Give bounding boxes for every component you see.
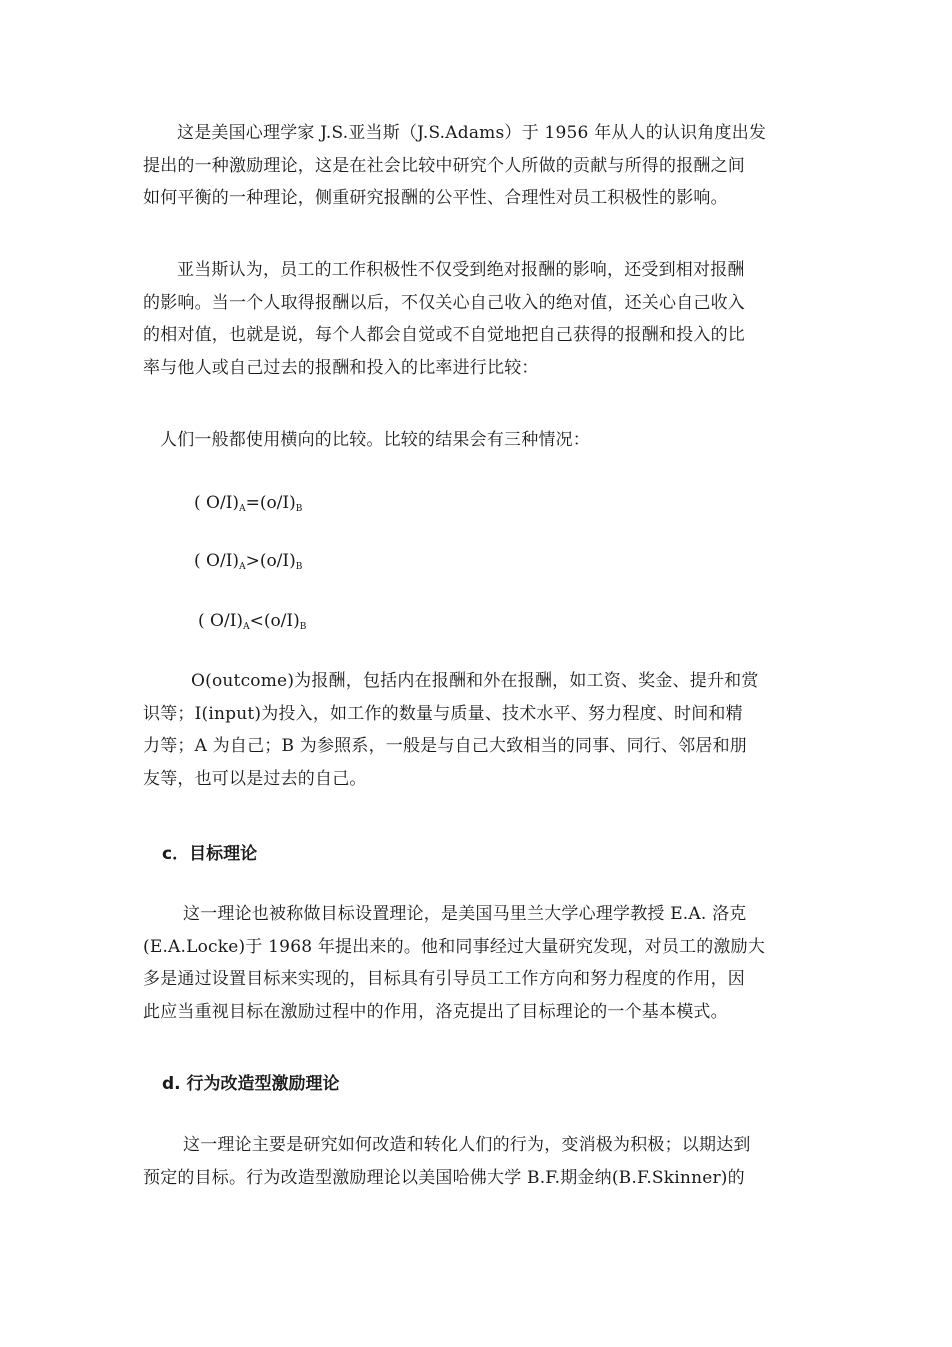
text-line: 如何平衡的一种理论，侧重研究报酬的公平性、合理性对员工积极性的影响。 <box>143 188 728 208</box>
formula-operator: > <box>245 551 260 571</box>
formula-equal <box>194 492 302 520</box>
formula-left: ( O/I) <box>194 493 240 513</box>
text-line: 人们一般都使用横向的比较。比较的结果会有三种情况： <box>160 430 590 450</box>
formula-right: (o/I) <box>263 611 300 631</box>
formula-left: ( O/I) <box>194 551 240 571</box>
paragraph-behavior-modification <box>143 1129 811 1194</box>
paragraph-goal-theory <box>143 898 811 1028</box>
text-line: 此应当重视目标在激励过程中的作用，洛克提出了目标理论的一个基本模式。 <box>143 1001 728 1022</box>
formula-sub-a: A <box>239 562 246 572</box>
formula-operator: = <box>245 493 260 513</box>
text-line: 预定的目标。行为改造型激励理论以美国哈佛大学 B.F.期金纳(B.F.Skinner)的 <box>143 1167 745 1188</box>
formula-less <box>198 610 306 638</box>
text-line: 这一理论也被称做目标设置理论，是美国马里兰大学心理学教授 E.A. 洛克 <box>183 904 747 924</box>
formula-left: ( O/I) <box>198 611 244 631</box>
formula-sub-b: B <box>295 504 303 514</box>
formula-right: (o/I) <box>259 551 296 571</box>
formula-greater <box>194 550 302 578</box>
text-line: (E.A.Locke)于 1968 年提出来的。他和同事经过大量研究发现，对员工的激励大 <box>143 936 766 957</box>
text-line: 友等，也可以是过去的自己。 <box>143 768 367 789</box>
formula-right: (o/I) <box>259 493 296 513</box>
text-line: 识等；I(input)为投入，如工作的数量与质量、技术水平、努力程度、时间和精 <box>143 703 743 724</box>
paragraph-adams-view <box>143 254 811 384</box>
heading-behavior-modification: d. 行为改造型激励理论 <box>162 1074 340 1094</box>
text-line: 这一理论主要是研究如何改造和转化人们的行为，变消极为积极；以期达到 <box>183 1135 751 1155</box>
text-line: 率与他人或自己过去的报酬和投入的比率进行比较： <box>143 357 539 378</box>
text-line: 力等；A 为自己；B 为参照系，一般是与自己大致相当的同事、同行、邻居和朋 <box>143 736 747 756</box>
formula-sub-a: A <box>239 504 246 514</box>
paragraph-comparison <box>160 424 828 457</box>
paragraph-adams-intro <box>143 117 811 215</box>
text-line: 的影响。当一个人取得报酬以后，不仅关心自己收入的绝对值，还关心自己收入 <box>143 292 745 313</box>
text-line: 提出的一种激励理论，这是在社会比较中研究个人所做的贡献与所得的报酬之间 <box>143 155 745 176</box>
text-line: O(outcome)为报酬，包括内在报酬和外在报酬，如工资、奖金、提升和赏 <box>191 671 759 691</box>
formula-sub-b: B <box>299 622 307 632</box>
formula-operator: < <box>249 611 264 631</box>
paragraph-definitions <box>143 665 811 795</box>
formula-sub-b: B <box>295 562 303 572</box>
text-line: 这是美国心理学家 J.S.亚当斯（J.S.Adams）于 1956 年从人的认识角度出发 <box>177 123 767 143</box>
formula-sub-a: A <box>243 622 250 632</box>
text-line: 亚当斯认为，员工的工作积极性不仅受到绝对报酬的影响，还受到相对报酬 <box>177 260 745 280</box>
heading-goal-theory: c．目标理论 <box>162 844 258 864</box>
text-line: 多是通过设置目标来实现的，目标具有引导员工工作方向和努力程度的作用，因 <box>143 969 745 989</box>
text-line: 的相对值，也就是说，每个人都会自觉或不自觉地把自己获得的报酬和投入的比 <box>143 325 745 345</box>
